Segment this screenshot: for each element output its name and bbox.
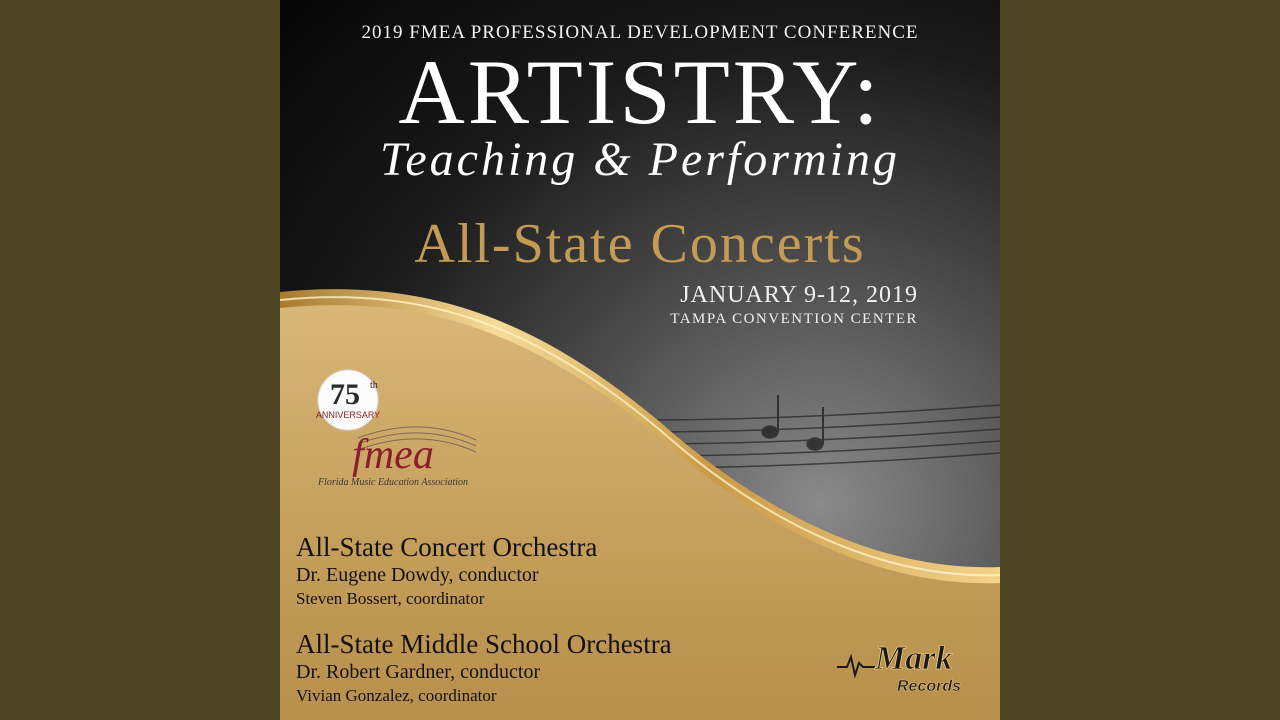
records-wordmark: Records [897,678,962,695]
ensemble-name: All-State Middle School Orchestra [296,629,672,659]
concerts-heading: All-State Concerts [414,213,866,275]
cover-title: ARTISTRY: [398,41,882,143]
ensemble-conductor: Dr. Robert Gardner, conductor [296,661,541,683]
ensemble-coordinator: Steven Bossert, coordinator [296,589,485,608]
cover-subtitle: Teaching & Performing [380,133,900,186]
mark-wordmark: Mark [875,640,953,677]
mark-records-logo [835,625,980,700]
anniversary-number: 75 [330,378,360,411]
anniversary-suffix: th [370,380,378,391]
fmea-anniversary-logo [298,368,488,493]
ensemble-coordinator: Vivian Gonzalez, coordinator [296,686,497,705]
event-date: JANUARY 9-12, 2019 [680,282,918,308]
ensemble-name: All-State Concert Orchestra [296,532,598,562]
fmea-wordmark: fmea [352,432,434,478]
anniversary-word: ANNIVERSARY [315,410,381,420]
album-cover [280,0,1000,720]
conference-line: 2019 FMEA PROFESSIONAL DEVELOPMENT CONFERENCE [361,22,919,43]
event-venue: TAMPA CONVENTION CENTER [670,311,918,327]
fmea-full-name: Florida Music Education Association [317,477,469,488]
ensemble-conductor: Dr. Eugene Dowdy, conductor [296,564,539,586]
